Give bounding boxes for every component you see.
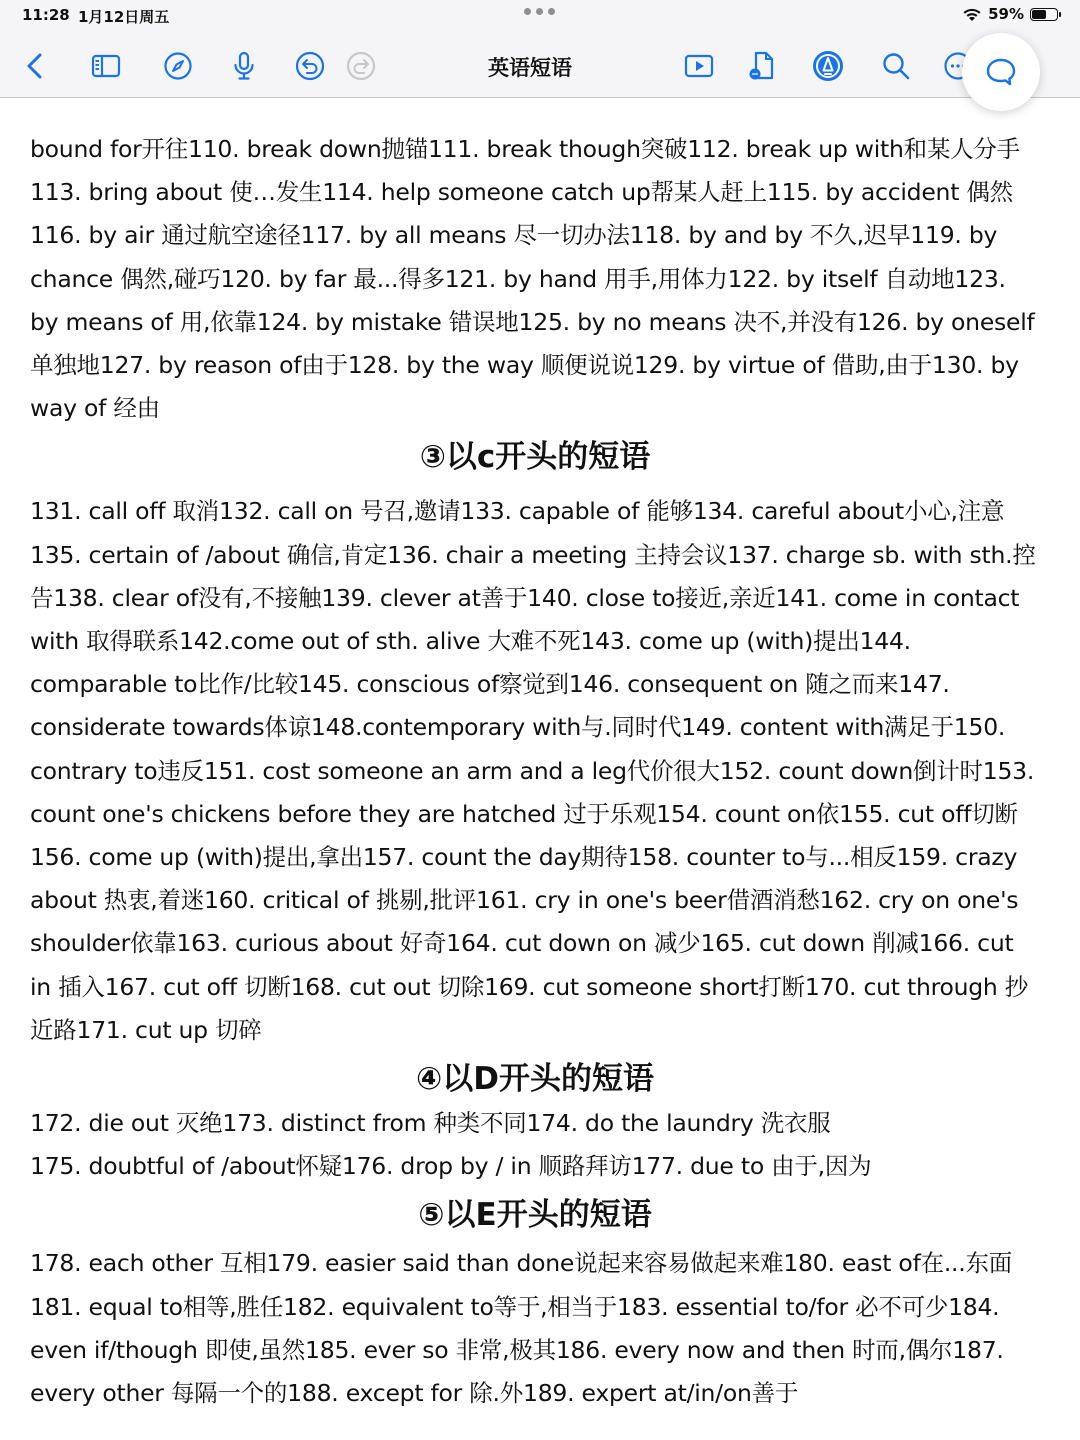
status-time: 11:28: [22, 6, 70, 24]
status-date: 1月12日周五: [78, 8, 170, 26]
microphone-icon[interactable]: [226, 48, 262, 84]
redo-icon[interactable]: [343, 48, 379, 84]
paragraph-c: 131. call off 取消132. call on 号召,邀请133. capable of 能够134. careful about小心,注意135. certain of /about 确信,肯定136. chair a meeting 主持会议137. charge sb. with sth.控告138. clear of没有,不接触139. clever at善于140. close to接近,亲近141. come in contact with 取得联系142.come out of sth. alive 大难不死143. come up (with)提出144. comparable to比作/比较145. conscious of察觉到146. consequent on 随之而来147. considerate towards体谅148.contemporary with与.同时代149. content with满足于150. contrary to违反151. cost someone an arm and a leg代价很大152. count down倒计时153. count one's chickens before they are hatched 过于乐观154. count on依155. cut off切断156. come up (with)提出,拿出157. count the day期待158. counter to与...相反159. crazy about 热衷,着迷160. critical of 挑剔,批评161. cry in one's beer借酒消愁162. cry on one's shoulder依靠163. curious about 好奇164. cut down on 减少165. cut down 削减166. cut in 插入167. cut off 切断168. cut out 切除169. cut someone short打断170. cut through 抄近路171. cut up 切碎: [30, 497, 1036, 1044]
heading-c: ③以c开头的短语: [419, 439, 651, 476]
document-icon[interactable]: [745, 48, 781, 84]
heading-d: ④以D开头的短语: [416, 1061, 654, 1098]
paragraph-b: bound for开往110. break down抛锚111. break though突破112. break up with和某人分手113. bring about 使…发生114. help someone catch up帮某人赶上115. by accident 偶然116. by air 通过航空途径117. by all means 尽一切办法118. by and by 不久,迟早119. by chance 偶然,碰巧120. by far 最...得多121. by hand 用手,用体力122. by itself 自动地123. by means of 用,依靠124. by mistake 错误地125. by no means 决不,并没有126. by oneself 单独地127. by reason of由于128. by the way 顺便说说129. by virtue of 借助,由于130. by way of 经由: [30, 135, 1035, 423]
document-content: [30, 128, 1040, 1415]
toolbar: [0, 34, 1080, 98]
wifi-icon: [962, 7, 982, 22]
play-icon[interactable]: [681, 48, 717, 84]
search-icon[interactable]: [878, 48, 914, 84]
status-right: [962, 5, 1058, 23]
status-bar: [0, 0, 1080, 34]
battery-percentage: 59%: [988, 5, 1024, 23]
battery-icon: [1030, 8, 1058, 21]
heading-e: ⑤以E开头的短语: [418, 1197, 652, 1234]
multitasking-dots[interactable]: [524, 8, 556, 18]
document-title: 英语短语: [488, 56, 572, 80]
pencil-circle-icon[interactable]: [810, 48, 846, 84]
chat-bubble-icon: [984, 55, 1018, 89]
paragraph-e: 178. each other 互相179. easier said than done说起来容易做起来难180. east of在...东面181. equal to相等,胜任182. equivalent to等于,相当于183. essential to/for 必不可少184. even if/though 即使,虽然185. ever so 非常,极其186. every now and then 时而,偶尔187. every other 每隔一个的188. except for 除.外189. expert at/in/on善于: [30, 1249, 1012, 1408]
compass-icon[interactable]: [160, 48, 196, 84]
chat-bubble-button[interactable]: [962, 33, 1040, 111]
paragraph-d-2: 175. doubtful of /about怀疑176. drop by / in 顺路拜访177. due to 由于,因为: [30, 1152, 872, 1181]
sidebar-icon[interactable]: [88, 48, 124, 84]
paragraph-d-1: 172. die out 灭绝173. distinct from 种类不同174. do the laundry 洗衣服: [30, 1109, 831, 1138]
back-icon[interactable]: [18, 48, 54, 84]
undo-icon[interactable]: [292, 48, 328, 84]
